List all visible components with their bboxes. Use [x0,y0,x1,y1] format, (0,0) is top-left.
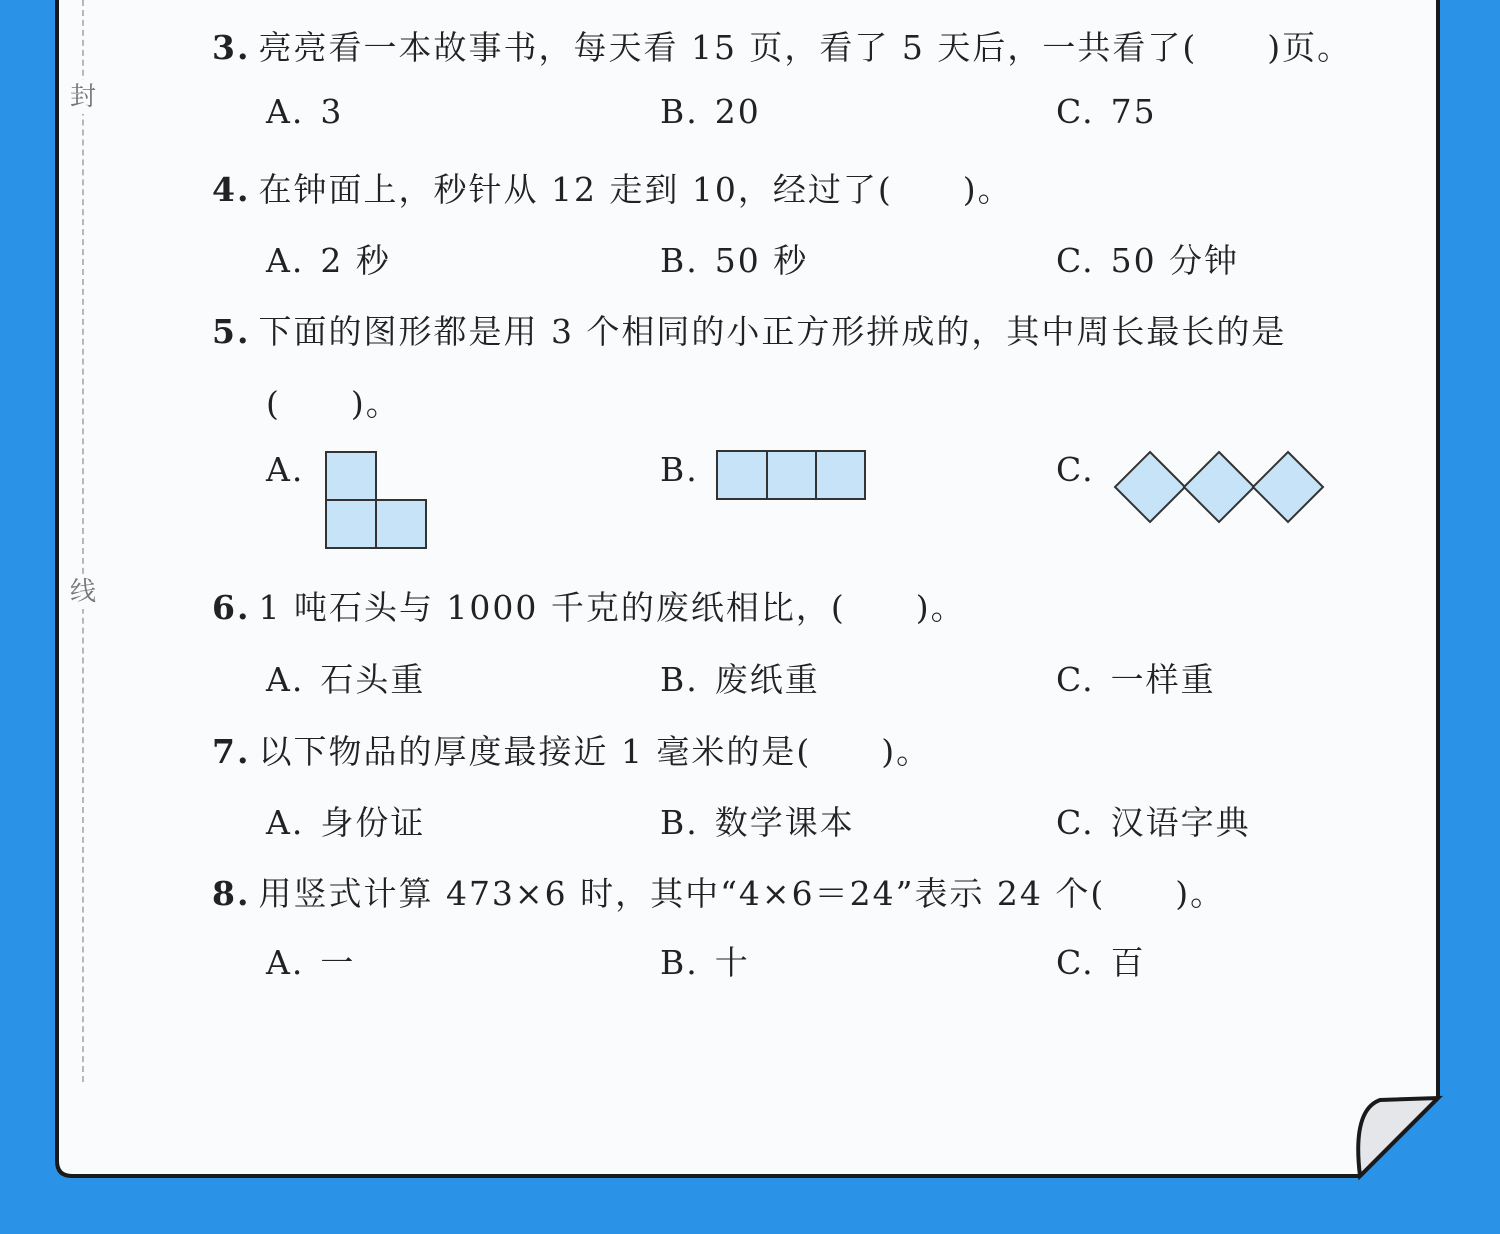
page-curl [1358,1098,1438,1176]
option-c[interactable]: C. 汉语字典 [1056,803,1251,842]
option-a[interactable]: A. 石头重 [266,660,426,699]
question-number: 7. [212,732,251,771]
figure-l-shape [324,450,430,556]
question-text: 以下物品的厚度最接近 1 毫米的是( )。 [258,732,932,771]
question-number: 5. [212,312,251,351]
question-4 [212,164,1013,211]
binding-dashed-line [82,0,84,1082]
option-b[interactable]: B. 20 [660,92,761,131]
question-text: 亮亮看一本故事书，每天看 15 页，看了 5 天后，一共看了( )页。 [258,28,1353,67]
question-6 [212,582,966,629]
question-7 [212,726,931,773]
question-5 [212,306,1286,353]
binding-mark-seal: 封 [69,82,96,112]
question-text: 下面的图形都是用 3 个相同的小正方形拼成的，其中周长最长的是 [258,312,1287,351]
option-b[interactable]: B. 50 秒 [660,241,809,280]
question-text: 在钟面上，秒针从 12 走到 10，经过了( )。 [258,170,1013,209]
option-c[interactable]: C. 50 分钟 [1056,241,1240,280]
binding-mark-line: 线 [69,577,96,607]
question-number: 8. [212,874,251,913]
option-c[interactable]: C. 75 [1056,92,1157,131]
question-3 [212,22,1352,69]
figure-diamonds [1112,449,1328,531]
option-b[interactable]: B. 废纸重 [660,660,820,699]
option-c[interactable]: C. 百 [1056,943,1146,982]
option-c[interactable]: C. [1056,450,1095,489]
option-a[interactable]: A. 身份证 [266,803,426,842]
option-b[interactable]: B. [660,450,699,489]
option-b[interactable]: B. 数学课本 [660,803,855,842]
option-a[interactable]: A. 3 [266,92,344,131]
figure-row-of-squares [715,449,869,507]
question-text-continuation: ( )。 [266,384,401,423]
question-text: 1 吨石头与 1000 千克的废纸相比，( )。 [258,588,966,627]
option-b[interactable]: B. 十 [660,943,750,982]
question-text: 用竖式计算 473×6 时，其中“4×6＝24”表示 24 个( )。 [258,874,1226,913]
question-number: 3. [212,28,251,67]
question-number: 4. [212,170,251,209]
question-8 [212,868,1225,915]
question-number: 6. [212,588,251,627]
option-a[interactable]: A. 一 [266,943,356,982]
option-a[interactable]: A. [266,450,305,489]
option-a[interactable]: A. 2 秒 [266,241,391,280]
option-c[interactable]: C. 一样重 [1056,660,1216,699]
